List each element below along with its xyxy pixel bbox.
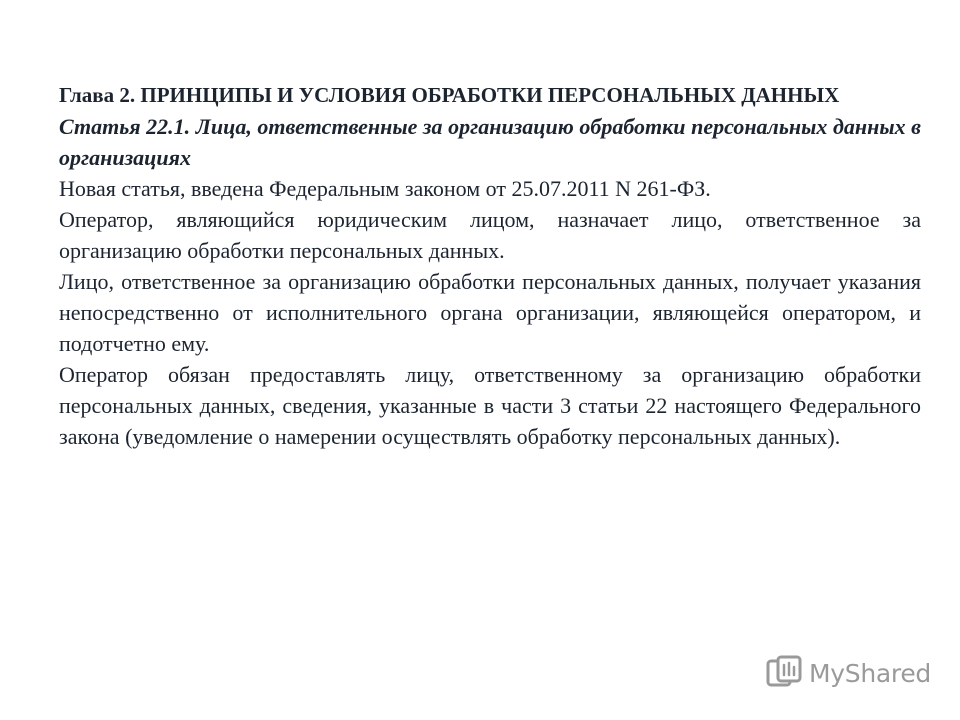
paragraph-operator-obligation: Оператор обязан предоставлять лицу, ответственному за организацию обработки персональных данных, сведения, указанные в части 3 статьи 22 настоящего Федерального закона (уведомление о намерении осуществлять обработку персональных данных).: [59, 362, 921, 449]
paragraph-responsible-person: Лицо, ответственное за организацию обработки персональных данных, получает указания непосредственно от исполнительного органа организации, являющейся оператором, и подотчетно ему.: [59, 269, 921, 356]
paragraph-operator-appoints: Оператор, являющийся юридическим лицом, назначает лицо, ответственное за организацию обработки персональных данных.: [59, 207, 921, 263]
watermark: [766, 650, 931, 696]
paragraph-amendment-note: Новая статья, введена Федеральным законом от 25.07.2011 N 261-ФЗ.: [59, 176, 711, 201]
article-title: Статья 22.1. Лица, ответственные за организацию обработки персональных данных в организациях: [59, 114, 921, 170]
document-body: [59, 80, 921, 452]
myshared-logo-icon: [766, 655, 802, 691]
watermark-text: MyShared: [809, 658, 931, 688]
chapter-title: Глава 2. ПРИНЦИПЫ И УСЛОВИЯ ОБРАБОТКИ ПЕРСОНАЛЬНЫХ ДАННЫХ: [59, 83, 840, 107]
